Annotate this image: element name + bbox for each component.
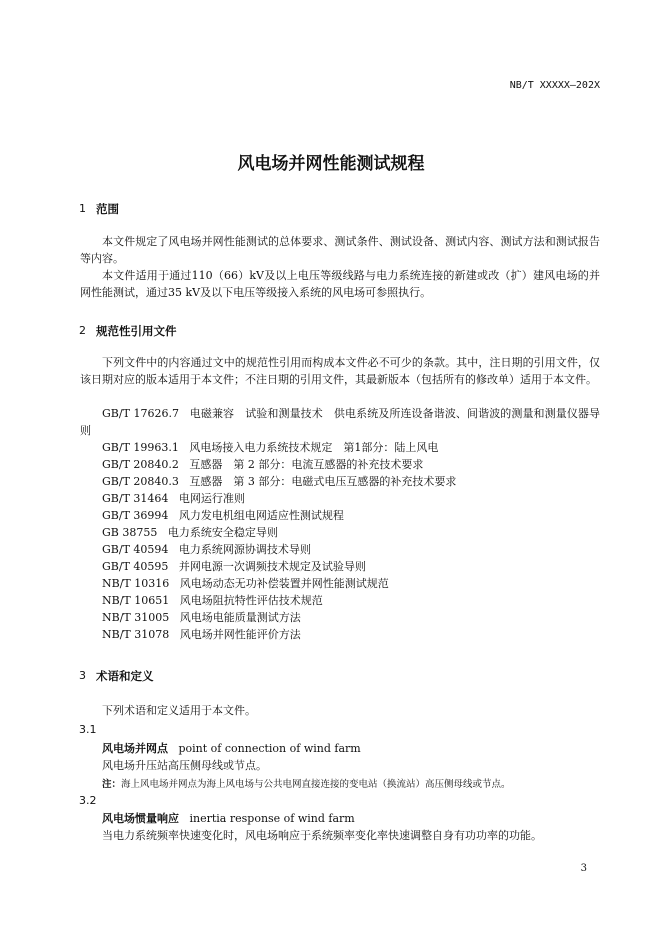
reference-title: 电磁兼容 试验和测量技术 供电系统及所连设备谐波、间谐波的测量和测量仪器导则: [80, 407, 600, 437]
reference-code: NB/T 10651: [102, 594, 170, 607]
reference-code: NB/T 10316: [102, 577, 170, 590]
term-definition: 当电力系统频率快速变化时，风电场响应于系统频率变化率快速调整自身有功功率的功能。: [102, 829, 542, 842]
reference-code: GB/T 31464: [102, 492, 169, 505]
term-chinese: 风电场并网点: [102, 742, 168, 755]
note-label: 注：: [102, 779, 122, 790]
reference-title: 风电场并网性能评价方法: [179, 628, 301, 641]
reference-item: [102, 473, 456, 490]
reference-item: [102, 507, 344, 524]
reference-title: 互感器 第 2 部分：电流互感器的补充技术要求: [189, 458, 424, 471]
reference-title: 电网运行准则: [178, 492, 245, 505]
reference-title: 电力系统安全稳定导则: [167, 526, 278, 539]
reference-item: [102, 456, 423, 473]
reference-code: GB/T 20840.2: [102, 458, 179, 471]
reference-item: [102, 524, 278, 541]
reference-title: 风电场阻抗特性评估技术规范: [179, 594, 323, 607]
page-number: 3: [580, 863, 587, 874]
section-3-title: 术语和定义: [96, 669, 154, 683]
section-2-intro: 下列文件中的内容通过文中的规范性引用而构成本文件必不可少的条款。其中，注日期的引用文件，仅该日期对应的版本适用于本文件；不注日期的引用文件，其最新版本（包括所有的修改单）适用于本文件。: [80, 356, 600, 386]
term-heading: [102, 740, 361, 757]
reference-item: [80, 405, 600, 439]
term-heading: [102, 810, 355, 827]
reference-title: 互感器 第 3 部分：电磁式电压互感器的补充技术要求: [189, 475, 457, 488]
reference-title: 风电场电能质量测试方法: [179, 611, 301, 624]
reference-code: GB/T 19963.1: [102, 441, 179, 454]
reference-item: [102, 490, 245, 507]
reference-code: GB 38755: [102, 526, 158, 539]
term-number: 3.2: [79, 794, 97, 807]
term-number: 3.1: [79, 723, 97, 736]
term-chinese: 风电场惯量响应: [102, 812, 179, 825]
reference-item: [102, 575, 389, 592]
reference-item: [102, 609, 301, 626]
reference-code: GB/T 40595: [102, 560, 169, 573]
reference-code: GB/T 36994: [102, 509, 169, 522]
section-1-paragraph-1: 本文件规定了风电场并网性能测试的总体要求、测试条件、测试设备、测试内容、测试方法和测试报告等内容。: [80, 235, 600, 265]
reference-item: [102, 541, 311, 558]
term-english: inertia response of wind farm: [189, 812, 355, 825]
reference-title: 并网电源一次调频技术规定及试验导则: [178, 560, 366, 573]
reference-item: [102, 592, 323, 609]
reference-item: [102, 439, 438, 456]
document-code: NB/T XXXXX—202X: [509, 80, 600, 91]
section-1-number: 1: [79, 202, 86, 215]
reference-code: GB/T 20840.3: [102, 475, 179, 488]
page-title: 风电场并网性能测试规程: [237, 154, 425, 174]
reference-code: NB/T 31078: [102, 628, 170, 641]
reference-code: NB/T 31005: [102, 611, 170, 624]
term-note: [102, 776, 511, 790]
reference-item: [102, 626, 301, 643]
term-definition: 风电场升压站高压侧母线或节点。: [102, 759, 267, 772]
reference-item: [102, 558, 366, 575]
section-3-intro: 下列术语和定义适用于本文件。: [102, 704, 256, 717]
note-text: 海上风电场并网点为海上风电场与公共电网直接连接的变电站（换流站）高压侧母线或节点。: [121, 779, 511, 790]
reference-title: 风电场接入电力系统技术规定 第1部分：陆上风电: [189, 441, 439, 454]
section-1-title: 范围: [96, 202, 119, 216]
section-2-number: 2: [79, 324, 86, 337]
reference-title: 风电场动态无功补偿装置并网性能测试规范: [179, 577, 389, 590]
section-3-number: 3: [79, 669, 86, 682]
reference-title: 风力发电机组电网适应性测试规程: [178, 509, 344, 522]
section-2-title: 规范性引用文件: [96, 324, 177, 338]
section-1-paragraph-2: 本文件适用于通过110（66）kV及以上电压等级线路与电力系统连接的新建或改（扩）建风电场的并网性能测试，通过35 kV及以下电压等级接入系统的风电场可参照执行。: [80, 269, 600, 299]
reference-code: GB/T 40594: [102, 543, 169, 556]
reference-title: 电力系统网源协调技术导则: [178, 543, 311, 556]
term-english: point of connection of wind farm: [178, 742, 361, 755]
reference-code: GB/T 17626.7: [102, 407, 179, 420]
